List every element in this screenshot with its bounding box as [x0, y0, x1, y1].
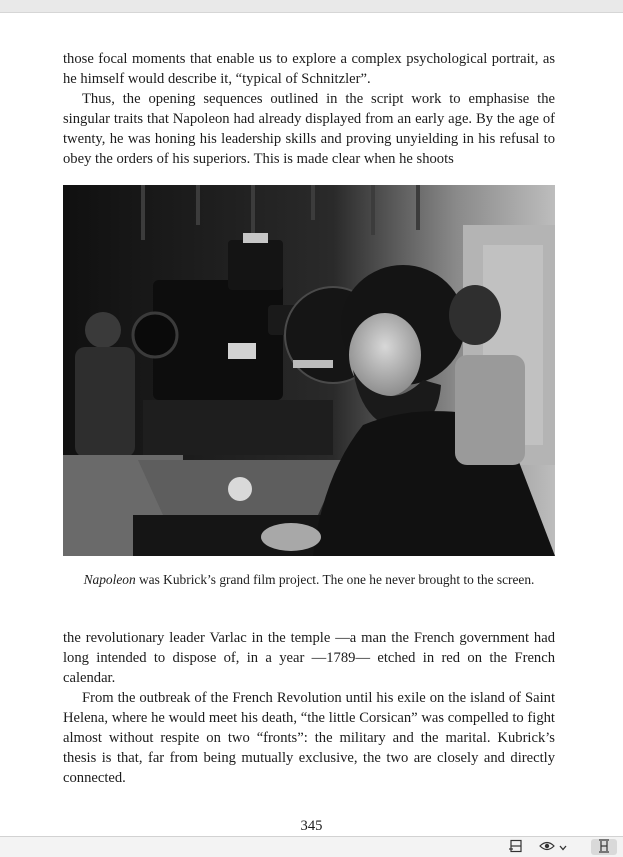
body-paragraph: the revolutionary leader Varlac in the temple —a man the French government had long intended to dispose of, in a year —1789— etched in red on the French calendar. [63, 630, 555, 686]
caption-text: was Kubrick’s grand film project. The one he never brought to the screen. [135, 572, 535, 587]
body-paragraph: Thus, the opening sequences outlined in the script work to emphasise the singular traits that Napoleon had already displayed from an early age. By the age of twenty, he was honing his leadership skills and proving unyielding in his refusal to obey the orders of his superiors. This is made clear when he shoots [63, 91, 555, 167]
viewer-bottom-toolbar [0, 836, 623, 857]
body-paragraph: those focal moments that enable us to explore a complex psychological portrait, as he himself would describe it, “typical of Schnitzler”. [63, 51, 555, 87]
photo-illustration [63, 185, 555, 556]
view-mode-dropdown[interactable] [536, 839, 570, 855]
page-number: 345 [300, 818, 323, 834]
chevron-down-icon [559, 840, 567, 854]
split-view-icon [509, 839, 523, 856]
document-page [0, 13, 623, 836]
viewer-top-bar [0, 0, 623, 13]
caption-film-title: Napoleon [83, 572, 136, 587]
eye-icon [539, 840, 555, 855]
photo-caption [63, 571, 555, 589]
fit-page-icon [597, 839, 611, 856]
split-view-button[interactable] [506, 839, 526, 855]
film-set-photo [63, 185, 555, 556]
body-paragraph: From the outbreak of the French Revolution until his exile on the island of Saint Helena, where he would meet his death, “the little Corsican” was compelled to fight almost without respite on two “fronts”: the military and the marital. Kubrick’s thesis is that, far from being mutually exclusive, the two are closely and directly connected. [63, 690, 555, 786]
fit-page-button[interactable] [591, 839, 617, 855]
